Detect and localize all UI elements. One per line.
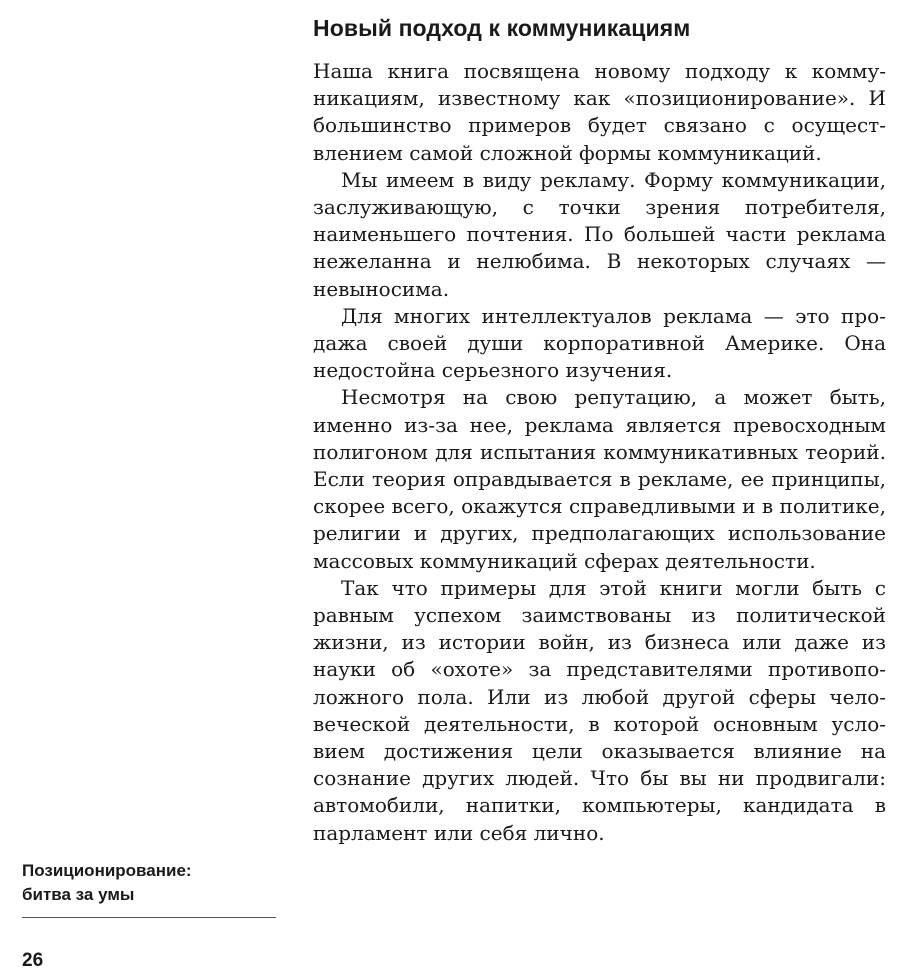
paragraph: Наша книга посвящена новому подходу к коммуникациям, известному как «позиционирование». И большинство примеров будет связано с осуществлением самой сложной формы коммуникаций. bbox=[313, 59, 886, 165]
paragraph: Мы имеем в виду рекламу. Форму коммуникации, заслуживающую, с точки зрения потребителя, наименьшего почтения. По большей части реклама нежеланна и нелюбима. В некоторых случаях — невыносима. bbox=[313, 167, 886, 301]
page-number: 26 bbox=[22, 950, 44, 971]
paragraph: Несмотря на свою репутацию, а может быть, именно из-за нее, реклама является превосходным полигоном для испытания коммуникативных теорий. Если теория оправдывается в рекламе, ее принципы, скорее всего, окажутся справедливыми и в политике, религии и других, предполагающих использование массовых коммуникаций сферах деятельности. bbox=[313, 385, 886, 573]
sidebar-divider bbox=[22, 917, 276, 918]
book-title-line: битва за умы bbox=[22, 885, 135, 904]
paragraph: Для многих интеллектуалов реклама — это продажа своей души корпоративной Америке. Она недостойна серьезного изучения. bbox=[313, 303, 886, 383]
book-title bbox=[22, 859, 277, 907]
book-title-line: Позиционирование: bbox=[22, 861, 192, 880]
paragraph: Так что примеры для этой книги могли быть с равным успехом заимствованы из политической жизни, из истории войн, из бизнеса или даже из науки об «охоте» за представителями противоположного пола. Или из любой другой сферы человеческой деятельности, в которой основным условием достижения цели оказывается влияние на сознание других людей. Что бы вы ни продвигали: автомобили, напитки, компьютеры, кандидата в парламент или себя лично. bbox=[313, 575, 886, 845]
body-text bbox=[313, 58, 886, 847]
section-title: Новый подход к коммуникациям bbox=[313, 15, 691, 41]
